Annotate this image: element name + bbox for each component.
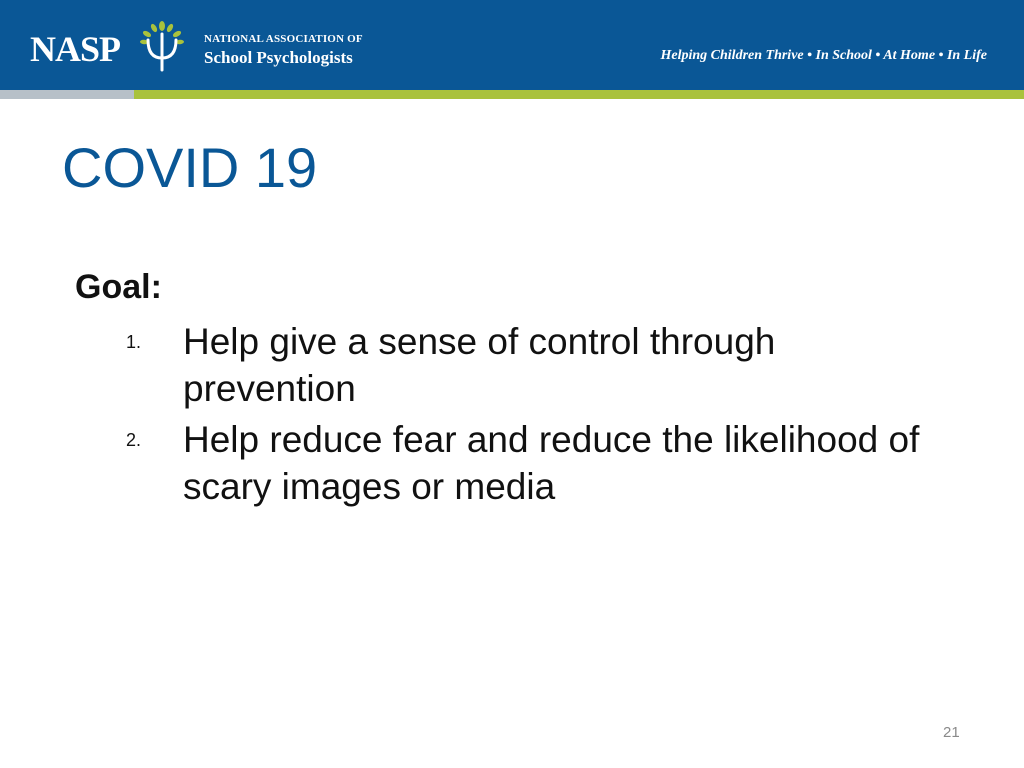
accent-stripe-green: [134, 90, 1024, 99]
numbered-list: [0, 318, 1024, 514]
list-item-text: Help give a sense of control through prevention: [183, 321, 776, 409]
list-item: [0, 318, 1024, 412]
list-item-number: 1.: [126, 332, 142, 352]
org-name-line2: School Psychologists: [204, 48, 353, 67]
list-item: [0, 416, 1024, 510]
org-name-line1: NATIONAL ASSOCIATION OF: [204, 33, 363, 45]
list-item-number: 2.: [126, 430, 142, 450]
logo-wordmark: NASP: [30, 29, 121, 69]
tagline: Helping Children Thrive • In School • At Home • In Life: [660, 48, 987, 63]
psi-leaf-icon: [134, 20, 190, 72]
page-number: 21: [943, 724, 960, 741]
list-item-text: Help reduce fear and reduce the likelihood of scary images or media: [183, 419, 920, 507]
accent-stripe-gray: [0, 90, 134, 99]
goal-label: Goal:: [75, 268, 162, 306]
header-banner: [0, 0, 1024, 90]
slide-title: COVID 19: [62, 136, 318, 199]
